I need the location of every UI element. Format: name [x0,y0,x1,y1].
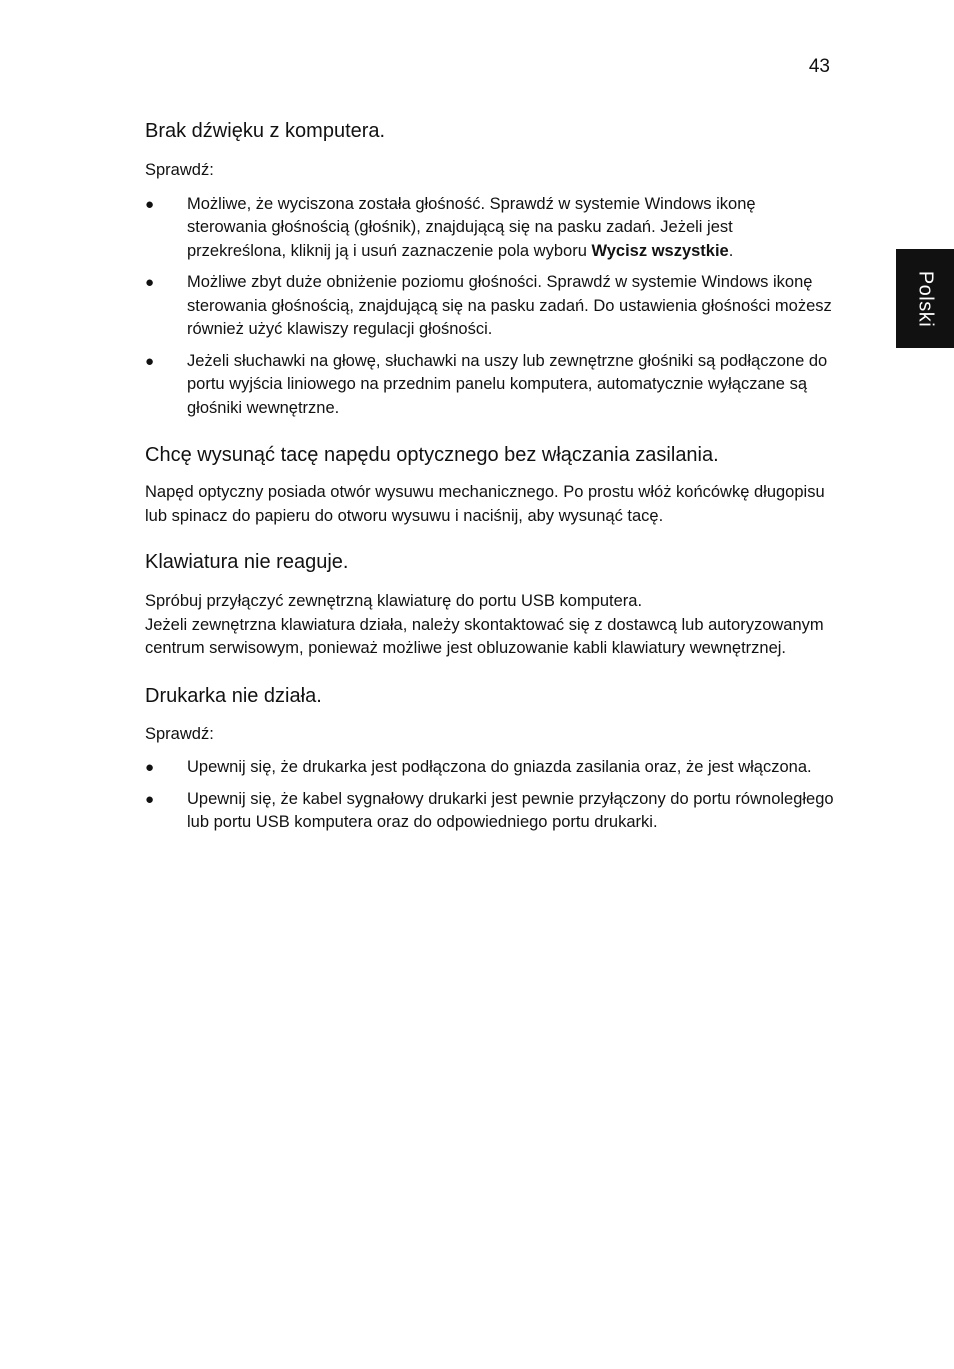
section-intro: Sprawdź: [145,161,214,179]
list-item-text: Upewnij się, że drukarka jest podłączona do gniazda zasilania oraz, że jest włączona. [187,758,812,776]
language-tab-label: Polski [914,270,937,328]
list-item-suffix: . [728,241,734,260]
section-heading-keyboard: Klawiatura nie reaguje. [145,551,349,573]
bullet-list-no-sound [145,193,835,421]
bullet-icon: ● [145,274,155,291]
section-body-keyboard-line2: Jeżeli zewnętrzna klawiatura działa, należy skontaktować się z dostawcą lub autoryzowanym centrum serwisowym, ponieważ możliwe jest obluzowanie kabli klawiatury wewnętrznej. [145,615,824,657]
list-item [145,350,835,421]
list-item-text: Jeżeli słuchawki na głowę, słuchawki na uszy lub zewnętrzne głośniki są podłączone do portu wyjścia liniowego na przednim panelu komputera, automatycznie wyłączane są głośniki wewnętrzne. [187,351,828,417]
list-item-text: Upewnij się, że kabel sygnałowy drukarki jest pewnie przyłączony do portu równoległego lub portu USB komputera oraz do odpowiedniego portu drukarki. [187,789,834,831]
list-item [145,788,835,835]
list-item-bold-text: Wycisz wszystkie [591,241,729,260]
bullet-icon: ● [145,195,155,213]
page-number: 43 [808,56,830,77]
section-heading-no-sound: Brak dźwięku z komputera. [145,120,386,142]
list-item-text: Możliwe zbyt duże obniżenie poziomu głośności. Sprawdź w systemie Windows ikonę sterowania głośnością, znajdującą się na pasku zadań. Do ustawienia głośności możesz również użyć klawiszy regulacji głośności. [187,273,832,338]
list-item [145,271,835,342]
section-intro: Sprawdź: [145,724,214,743]
language-tab [896,249,954,348]
list-item-text: Możliwe, że wyciszona została głośność. Sprawdź w systemie Windows ikonę sterowania głośnością (głośnik), znajdującą się na pasku zadań. Jeżeli jest przekreślona, kliknij ją i usuń zaznaczenie pola wyboru [187,194,756,260]
list-item [145,193,835,264]
section-heading-printer: Drukarka nie działa. [145,684,322,707]
page-content [145,117,835,835]
list-item [145,756,835,780]
section-body-keyboard-line1: Spróbuj przyłączyć zewnętrzną klawiaturę do portu USB komputera. [145,592,643,610]
section-body-optical-drive: Napęd optyczny posiada otwór wysuwu mechanicznego. Po prostu włóż końcówkę długopisu lub spinacz do papieru do otworu wysuwu i naciśnij, aby wysunąć tacę. [145,483,825,525]
bullet-icon: ● [145,790,155,808]
bullet-list-printer [145,756,835,835]
section-heading-optical-drive: Chcę wysunąć tacę napędu optycznego bez włączania zasilania. [145,444,719,466]
bullet-icon: ● [145,352,155,370]
bullet-icon: ● [145,759,155,776]
